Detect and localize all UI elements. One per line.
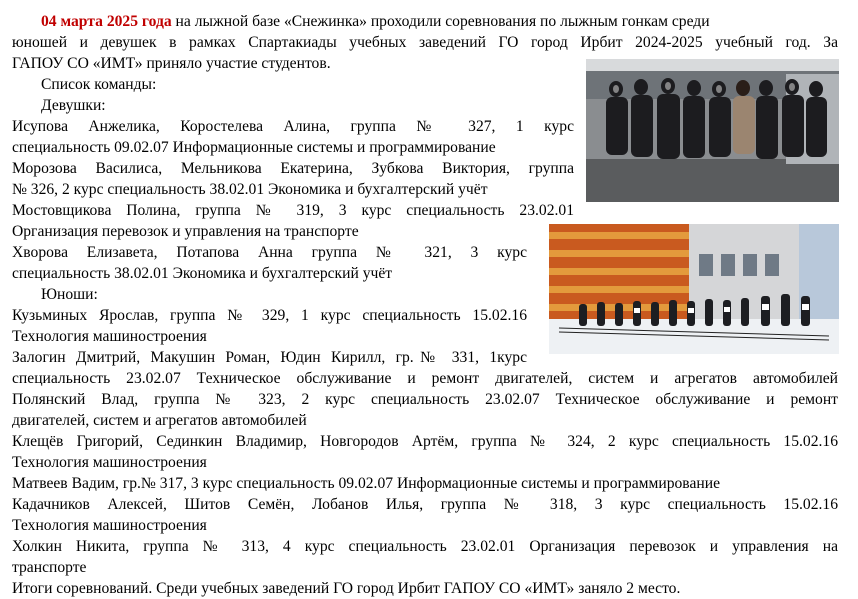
team-photo-indoor-image bbox=[586, 59, 839, 202]
boys-line: Технология машиностроения bbox=[12, 454, 207, 471]
boys-line: Технология машиностроения bbox=[12, 328, 207, 345]
boys-line: Клещёв Григорий, Сединкин Владимир, Новгородов Артём, группа № 324, 2 курс специальность 15.02.16 bbox=[12, 433, 838, 450]
girls-line: Морозова Василиса, Мельникова Екатерина, Зубкова Виктория, группа bbox=[12, 160, 574, 177]
boys-heading: Юноши: bbox=[41, 286, 98, 303]
boys-line: Технология машиностроения bbox=[12, 517, 207, 534]
intro-line-1-text: на лыжной базе «Снежинка» проходили соревнования по лыжным гонкам среди bbox=[171, 13, 710, 30]
boys-line: Полянский Влад, группа № 323, 2 курс специальность 23.02.07 Техническое обслуживание и ремонт bbox=[12, 391, 838, 408]
intro-line-3: ГАПОУ СО «ИМТ» приняло участие студентов. bbox=[12, 55, 331, 72]
boys-line: специальность 23.02.07 Техническое обслуживание и ремонт двигателей, систем и агрегатов автомобилей bbox=[12, 370, 838, 387]
boys-line: Матвеев Вадим, гр.№ 317, 3 курс специальность 09.02.07 Информационные системы и программирование bbox=[12, 475, 720, 492]
intro-line-1 bbox=[41, 11, 710, 32]
girls-line: Мостовщикова Полина, группа № 319, 3 курс специальность 23.02.01 bbox=[12, 202, 574, 219]
boys-line: двигателей, систем и агрегатов автомобилей bbox=[12, 412, 307, 429]
girls-heading: Девушки: bbox=[41, 97, 106, 114]
girls-line: Хворова Елизавета, Потапова Анна группа № 321, 3 курс bbox=[12, 244, 527, 261]
girls-line: специальность 09.02.07 Информационные системы и программирование bbox=[12, 139, 496, 156]
boys-line: Залогин Дмитрий, Макушин Роман, Юдин Кирилл, гр.№ 331, 1курс bbox=[12, 349, 527, 366]
boys-line: Кадачников Алексей, Шитов Семён, Лобанов Илья, группа № 318, 3 курс специальность 15.02.16 bbox=[12, 496, 838, 513]
race-start-photo-image bbox=[549, 224, 839, 354]
team-photo-indoor bbox=[586, 59, 839, 202]
girls-line: № 326, 2 курс специальность 38.02.01 Экономика и бухгалтерский учёт bbox=[12, 181, 488, 198]
girls-line: специальность 38.02.01 Экономика и бухгалтерский учёт bbox=[12, 265, 393, 282]
results-line: Итоги соревнований. Среди учебных заведений ГО город Ирбит ГАПОУ СО «ИМТ» заняло 2 место. bbox=[12, 580, 681, 597]
intro-line-2: юношей и девушек в рамках Спартакиады учебных заведений ГО город Ирбит 2024-2025 учебный год. За bbox=[12, 34, 838, 51]
boys-line: транспорте bbox=[12, 559, 87, 576]
boys-line: Холкин Никита, группа № 313, 4 курс специальность 23.02.01 Организация перевозок и управления на bbox=[12, 538, 838, 555]
team-heading: Список команды: bbox=[41, 76, 157, 93]
girls-line: Организация перевозок и управления на транспорте bbox=[12, 223, 359, 240]
race-start-photo bbox=[549, 224, 839, 354]
event-date: 04 марта 2025 года bbox=[41, 13, 172, 30]
girls-line: Исупова Анжелика, Коростелева Алина, группа № 327, 1 курс bbox=[12, 118, 574, 135]
boys-line: Кузьминых Ярослав, группа № 329, 1 курс специальность 15.02.16 bbox=[12, 307, 527, 324]
